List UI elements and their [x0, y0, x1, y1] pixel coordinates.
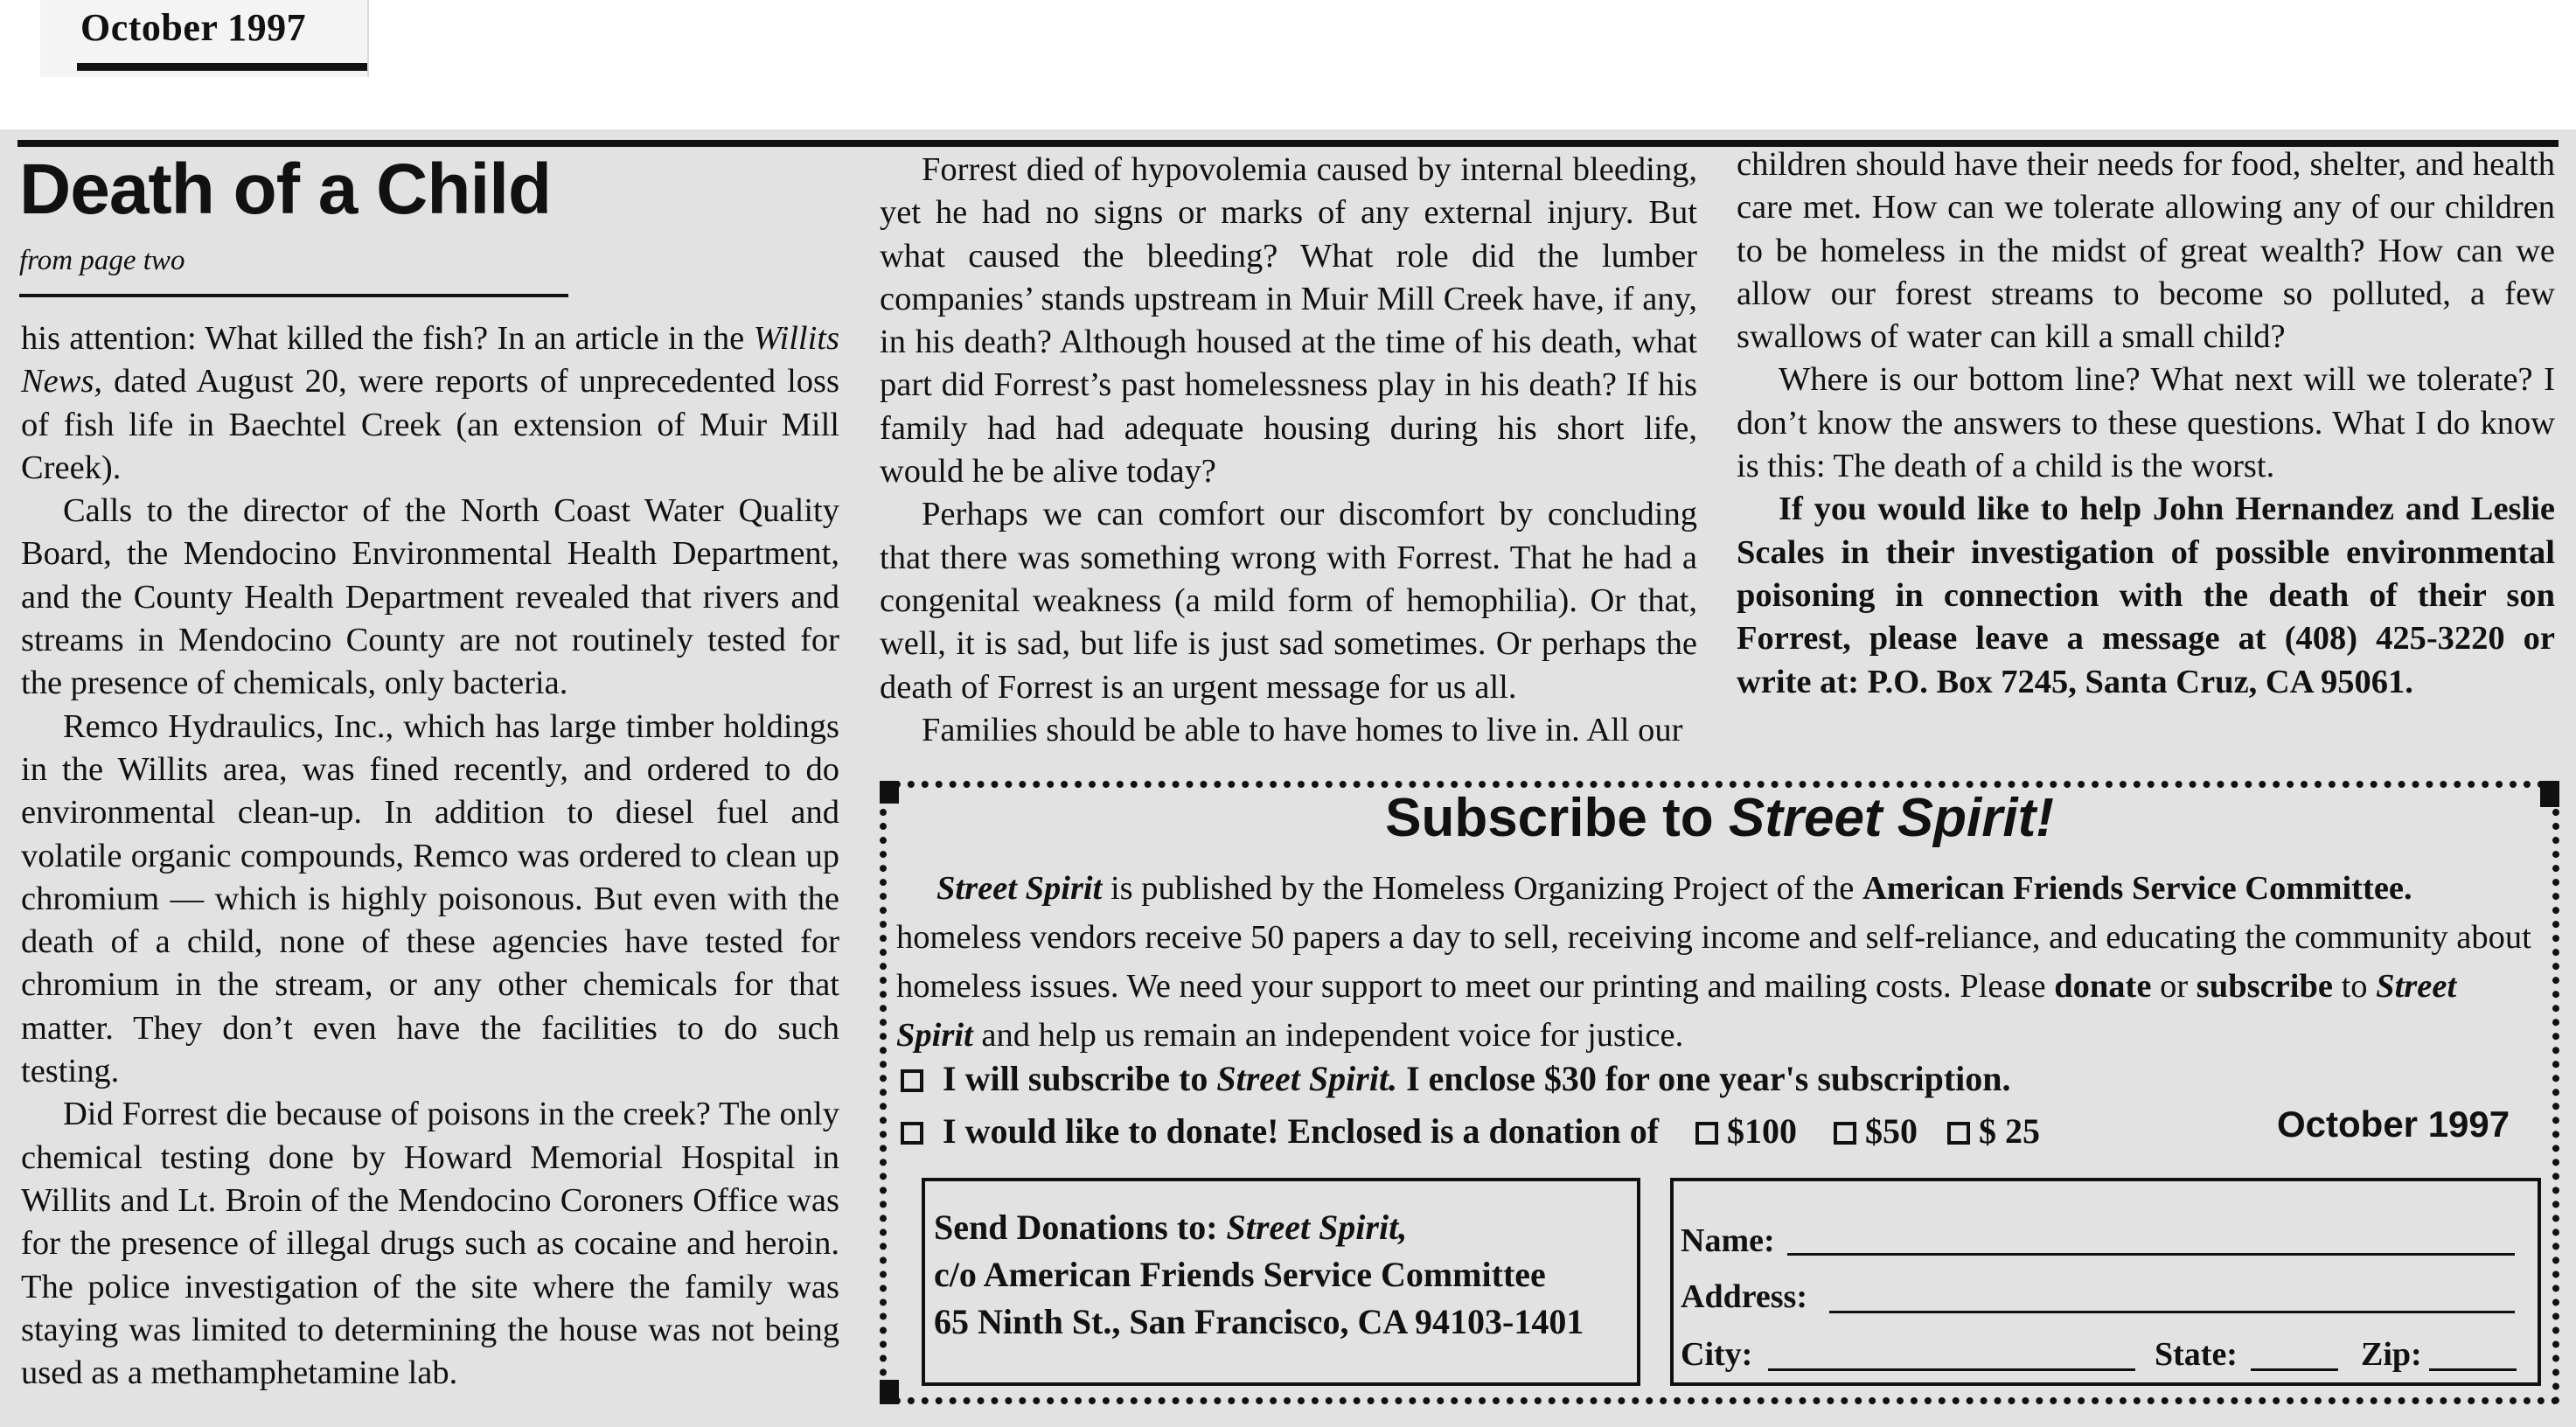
coupon-date: October 1997 — [2277, 1103, 2510, 1145]
jump-line: from page two — [19, 245, 185, 276]
zip-label: Zip: — [2361, 1336, 2422, 1373]
paragraph: Forrest died of hypovolemia caused by internal bleeding, yet he had no signs or marks of any external injury. But what caused the bleeding? What role did the lumber companies’ stands upstream in Muir Mill Creek have, if any, in his death? Although housed at the time of his death, what part did Forrest’s past homelessness play in his death? If his family had had adequate housing during his short life, would he be alive today? — [880, 151, 1697, 491]
name-label: Name: — [1681, 1222, 1775, 1259]
subscribe-checkbox[interactable] — [901, 1069, 923, 1092]
jump-rule — [19, 294, 568, 297]
donate-checkbox[interactable] — [901, 1122, 923, 1145]
dateline: October 1997 — [80, 6, 307, 49]
zip-field[interactable] — [2429, 1368, 2517, 1371]
donate-50-checkbox[interactable] — [1834, 1122, 1856, 1145]
article-column-2 — [880, 149, 1697, 752]
article-column-1 — [21, 317, 839, 1395]
subscribe-title: Subscribe to Street Spirit! — [1385, 788, 2054, 848]
send-line-2: c/o American Friends Service Committee — [934, 1255, 1546, 1294]
paragraph: Perhaps we can comfort our discomfort by concluding that there was something wrong with Forrest. That he had a congenital weakness (a mild form of hemophilia). Or that, well, it is sad, but life is just sad sometimes. Or perhaps the death of Forrest is an urgent message for us all. — [880, 496, 1697, 706]
paragraph: Remco Hydraulics, Inc., which has large timber holdings in the Willits area, was fined recently, and ordered to do environmental clean-up. In addition to diesel fuel and volatile organic compounds, Remco was ordered to clean up chromium — which is highly poisonous. But even with the death of a child, none of these agencies have tested for chromium in the stream, or any other chemicals for that matter. They don’t even have the facilities to do such testing. — [21, 707, 839, 1090]
top-margin — [0, 0, 2576, 129]
send-donations-address — [922, 1178, 1640, 1386]
article-headline: Death of a Child — [19, 150, 552, 229]
send-line-3: 65 Ninth St., San Francisco, CA 94103-1401 — [934, 1302, 1584, 1341]
address-label: Address: — [1681, 1278, 1807, 1315]
city-field[interactable] — [1768, 1368, 2135, 1371]
contact-appeal: If you would like to help John Hernandez and Leslie Scales in their investigation of possible environmental poisoning in connection with the death of their son Forrest, please leave a message at (408) 425-3220 or write at: P.O. Box 7245, Santa Cruz, CA 95061. — [1737, 491, 2555, 700]
paragraph: Where is our bottom line? What next will we tolerate? I don’t know the answers to these questions. What I do know is this: The death of a child is the worst. — [1737, 361, 2555, 485]
paragraph: children should have their needs for food, shelter, and health care met. How can we tolerate allowing any of our children to be homeless in the midst of great wealth? How can we allow our forest streams to become so polluted, a few swallows of water can kill a small child? — [1737, 146, 2555, 356]
send-line-1: Send Donations to: Street Spirit, — [934, 1208, 1408, 1247]
paragraph: his attention: What killed the fish? In an article in the Willits News, dated August 20, were reports of unprecedented loss of fish life in Baechtel Creek (an extension of Muir Mill Creek). — [21, 320, 839, 486]
subscribe-option: I will subscribe to Street Spirit. I enclose $30 for one year's subscription. — [901, 1058, 2011, 1099]
coupon-corner — [880, 1380, 899, 1404]
name-field[interactable] — [1787, 1253, 2515, 1256]
dateline-rule — [77, 63, 367, 71]
state-label: State: — [2155, 1336, 2238, 1373]
paragraph: Did Forrest die because of poisons in the creek? The only chemical testing done by Howard Memorial Hospital in Willits and Lt. Broin of the Mendocino Coroners Office was for the presence of illegal drugs such as cocaine and heroin. The police investigation of the site where the family was staying was limited to determining the house was not being used as a methamphetamine lab. — [21, 1096, 839, 1392]
donate-25-checkbox[interactable] — [1947, 1122, 1970, 1145]
paragraph: Families should be able to have homes to live in. All our — [922, 711, 1683, 748]
subscribe-description: Street Spirit is published by the Homeless Organizing Project of the American Friends Service Committee. homeless vendors receive 50 papers a day to sell, receiving income and self-reliance, and educating the community about homeless issues. We need your support to meet our printing and mailing costs. Please donate or subscribe to Street Spirit and help us remain an independent voice for justice. — [896, 870, 2531, 1054]
city-label: City: — [1681, 1336, 1753, 1373]
donate-100-checkbox[interactable] — [1695, 1122, 1718, 1145]
subscriber-form — [1670, 1178, 2541, 1386]
address-field[interactable] — [1829, 1311, 2515, 1313]
article-column-3 — [1737, 143, 2555, 704]
paragraph: Calls to the director of the North Coast Water Quality Board, the Mendocino Environmental Health Department, and the County Health Department revealed that rivers and streams in Mendocino County are not routinely tested for the presence of chemicals, only bacteria. — [21, 492, 839, 702]
state-field[interactable] — [2251, 1368, 2338, 1371]
donate-option: I would like to donate! Enclosed is a donation of $100 $50 $ 25 — [901, 1110, 2040, 1152]
